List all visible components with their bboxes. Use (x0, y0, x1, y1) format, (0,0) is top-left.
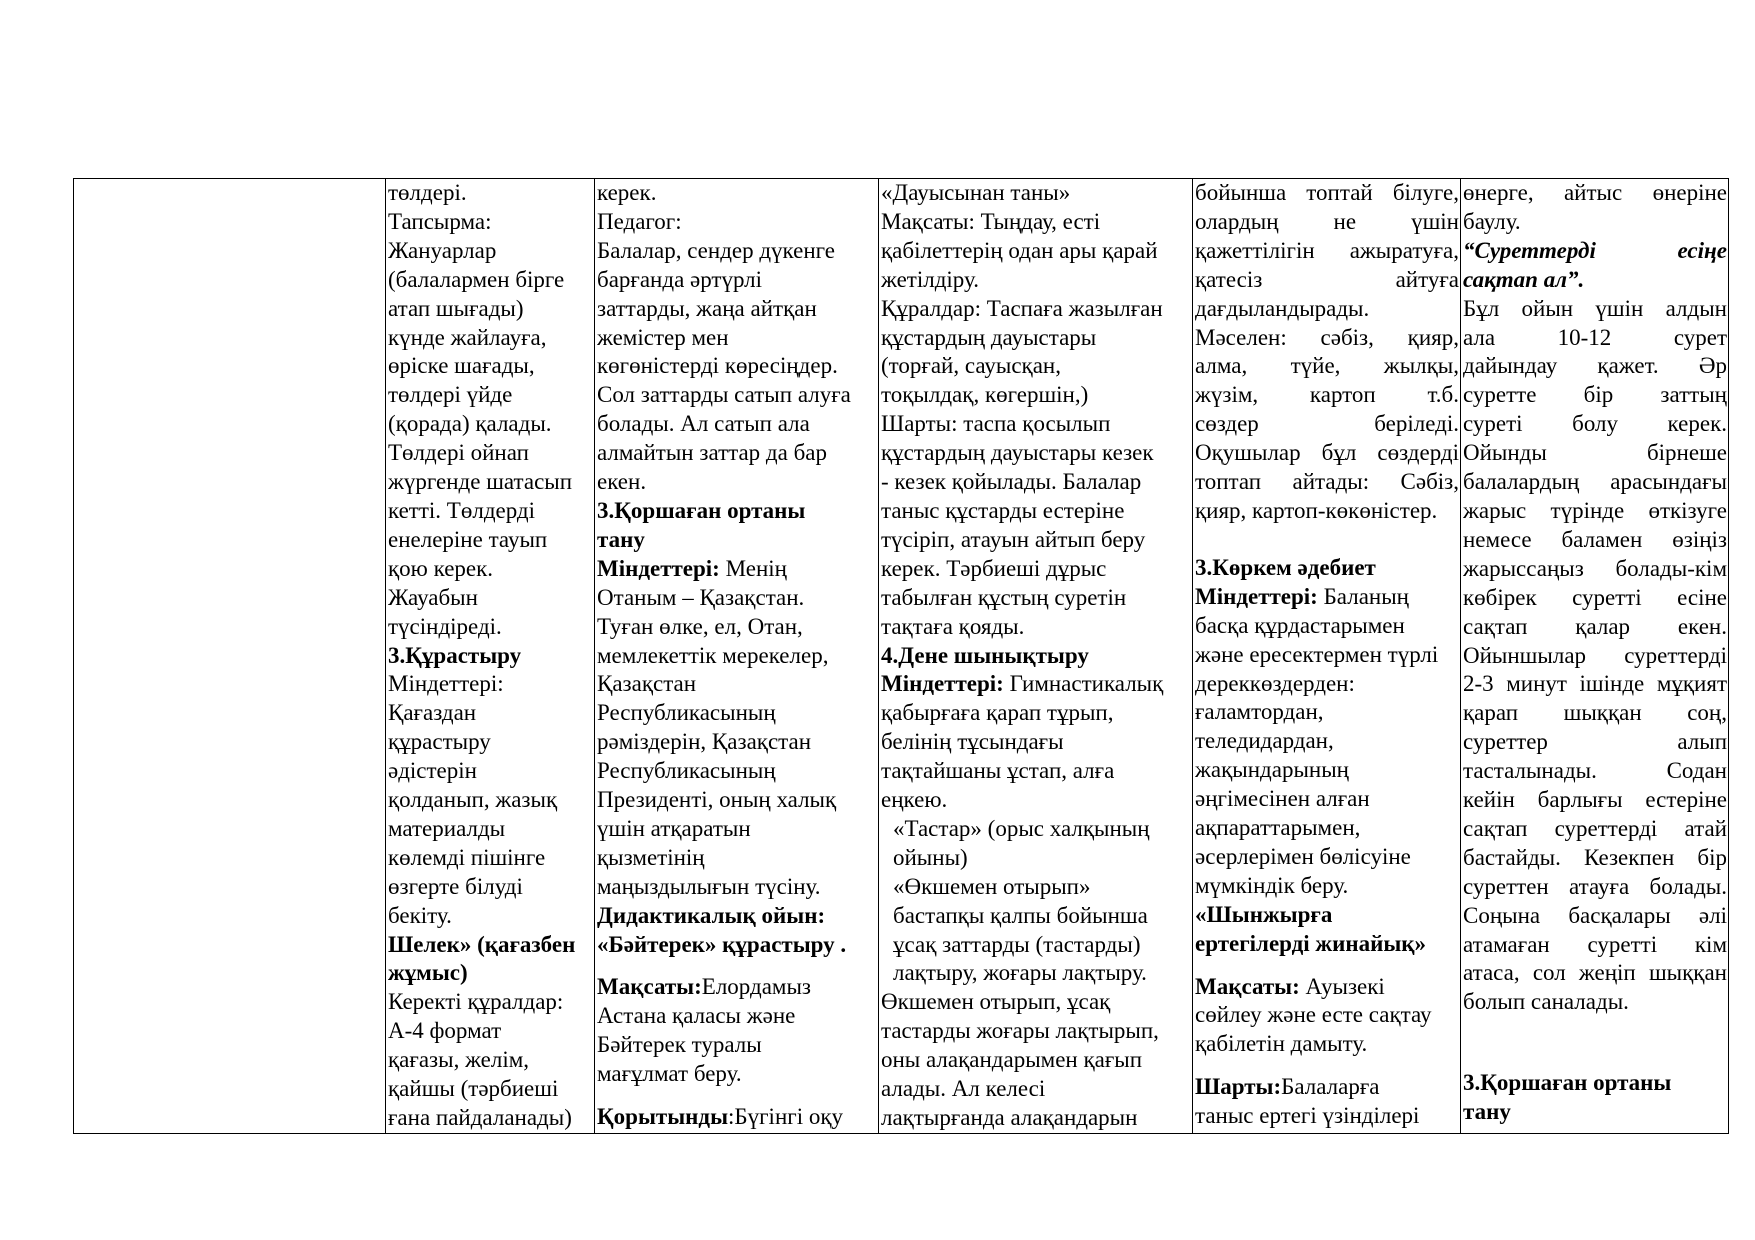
table-row (74, 179, 1729, 1134)
text-line: тақтайшаны ұстап, алға (881, 758, 1115, 784)
text-line: таныс құстарды естеріне (881, 497, 1125, 523)
text-line: атап шығады) (388, 295, 524, 321)
text-line: құстардың дауыстары кезек (881, 440, 1154, 466)
inline-text: Елордамыз (701, 974, 812, 1000)
text-line: көлемді пішінге (388, 844, 546, 870)
text-line: материалды (388, 815, 506, 841)
column-3-cell (595, 179, 879, 1134)
text-line: Тапсырма: (388, 208, 492, 234)
section-heading: 3.Құрастыру (388, 642, 522, 668)
text-line: ғана пайдаланады) (388, 1105, 572, 1130)
text-line: күнде жайлауға, (388, 324, 547, 350)
text-line (597, 973, 877, 1002)
text-line: енелеріне тауып (388, 526, 548, 552)
column-4-cell (879, 179, 1193, 1134)
text-line: құстардың дауыстары (881, 324, 1097, 350)
bold-label: Міндеттері: (1195, 583, 1318, 609)
text-line: қарап шыққан соң, (1463, 700, 1727, 726)
text-line: кетті. Төлдерді (388, 497, 536, 523)
text-line: алмайтын заттар да бар (597, 440, 827, 466)
text-line: Соңына басқалары әлі (1463, 902, 1727, 928)
activity-title: Шелек» (қағазбен (388, 931, 576, 957)
text-line: 2-3 минут ішінде мұқият (1463, 671, 1727, 697)
text-line: өріске шағады, (388, 353, 535, 379)
inline-text: Гимнастикалық (1003, 671, 1164, 697)
text-line: мағұлмат беру. (597, 1061, 742, 1087)
inline-text: Балаларға (1281, 1074, 1380, 1100)
text-line: суретте бір заттың (1463, 382, 1727, 408)
column-5-cell (1193, 179, 1461, 1134)
text-line: Қағаздан (388, 700, 477, 726)
text-line: өнерге, айтыс өнеріне (1463, 180, 1727, 205)
text-line: жүзім, картоп т.б. (1195, 382, 1459, 408)
bold-label: Мақсаты: (1195, 973, 1300, 999)
text-line: тоқылдақ, көгершін,) (881, 382, 1089, 408)
text-line: рәміздерін, Қазақстан (597, 729, 812, 755)
text-line: Отаным – Қазақстан. (597, 584, 805, 610)
text-line: Президенті, оның халық (597, 787, 837, 813)
text-line: оны алақандарымен қағып (881, 1047, 1143, 1073)
text-line: Шарты: таспа қосылып (881, 411, 1111, 437)
text-line: суреттен атауға болады. (1463, 873, 1727, 899)
text-line: сөздер беріледі. (1195, 411, 1459, 437)
text-line: Ойыншылар суреттерді (1463, 642, 1727, 668)
text-line: керек. (597, 180, 657, 205)
text-line: (балалармен бірге (388, 266, 565, 292)
text-line: «Өкшемен отырып» (893, 873, 1091, 899)
activity-title: Дидактикалық ойын: (597, 902, 826, 928)
text-line: тасталынады. Содан (1463, 758, 1727, 784)
text-line: қағазы, желім, (388, 1047, 530, 1073)
text-line: Бұл ойын үшін алдын (1463, 295, 1727, 321)
text-line: бастапқы қалпы бойынша (893, 902, 1148, 928)
section-heading: 4.Дене шынықтыру (881, 642, 1089, 668)
text-line: ғаламтордан, (1195, 699, 1324, 725)
activity-title: жұмыс) (388, 960, 468, 986)
text-line: - кезек қойылады. Балалар (881, 469, 1142, 495)
text-line: қайшы (тәрбиеші (388, 1076, 559, 1102)
text-line: немесе баламен өзіңіз (1463, 526, 1727, 552)
text-line: қияр, картоп-көкөністер. (1195, 497, 1438, 523)
text-line: барғанда әртүрлі (597, 266, 763, 292)
section-heading: 3.Көркем әдебиет (1195, 554, 1376, 580)
text-line: басқа құрдастарымен (1195, 612, 1405, 638)
text-line (597, 555, 877, 584)
text-line: болып саналады. (1463, 989, 1629, 1015)
text-line: (торғай, сауысқан, (881, 353, 1061, 379)
inline-text: :Бүгінгі оқу (728, 1104, 844, 1130)
bold-label: Міндеттері: (597, 555, 720, 581)
text-line: Сол заттарды сатып алуға (597, 382, 851, 408)
plan-table (73, 178, 1729, 1134)
bold-label: Мақсаты: (597, 974, 702, 1000)
text-line: және ересектермен түрлі (1195, 641, 1439, 667)
text-line: мүмкіндік беру. (1195, 872, 1349, 898)
activity-title: «Шынжырға (1195, 901, 1333, 927)
text-line: екен. (597, 469, 647, 495)
text-line: суреті болу керек. (1463, 411, 1727, 437)
text-line: жетілдіру. (881, 266, 979, 292)
text-line: құрастыру (388, 729, 491, 755)
text-line: Туған өлке, ел, Отан, (597, 613, 803, 639)
text-line: қою керек. (388, 555, 494, 581)
text-line: дайындау қажет. Әр (1463, 353, 1727, 379)
text-line: тастарды жоғары лақтырып, (881, 1018, 1159, 1044)
text-line: еңкею. (881, 787, 948, 813)
text-line: белінің тұсындағы (881, 729, 1064, 755)
section-heading: 3.Қоршаған ортаны (597, 497, 806, 523)
text-line: Педагог: (597, 208, 682, 234)
text-line: жүргенде шатасып (388, 469, 573, 495)
text-line: бастайды. Кезекпен бір (1463, 844, 1727, 870)
text-line: көгөністерді көресіңдер. (597, 353, 838, 379)
text-line: Республикасының (597, 758, 776, 784)
text-line: бекіту. (388, 902, 452, 928)
text-line: мемлекеттік мерекелер, (597, 642, 829, 668)
text-line: жақындарының (1195, 757, 1349, 783)
inline-text: Баланың (1317, 583, 1409, 609)
text-line: заттарды, жаңа айтқан (597, 295, 817, 321)
text-line: ойыны) (893, 844, 968, 870)
text-line: әсерлерімен бөлісуіне (1195, 843, 1411, 869)
text-line: сақтап қалар екен. (1463, 613, 1727, 639)
text-line: төлдері үйде (388, 382, 513, 408)
text-line: Мақсаты: Тыңдау, есті (881, 208, 1101, 234)
section-heading: тану (1463, 1099, 1511, 1125)
text-line (597, 1103, 877, 1130)
text-line: қабілеттерің одан ары қарай (881, 237, 1158, 263)
game-title: сақтап ал”. (1463, 266, 1585, 292)
text-line: атамаған суретті кім (1463, 931, 1727, 957)
text-line: әңгімесінен алған (1195, 786, 1370, 812)
text-line: түсіндіреді. (388, 613, 502, 639)
text-line: баулу. (1463, 208, 1521, 234)
text-line: А-4 формат (388, 1018, 502, 1044)
text-line: Оқушылар бұл сөздерді (1195, 440, 1459, 466)
text-line: қабілетін дамыту. (1195, 1031, 1368, 1057)
activity-title: «Бәйтерек» құрастыру . (597, 931, 847, 957)
text-line: «Дауысынан таны» (881, 180, 1071, 205)
bold-label: Міндеттері: (881, 671, 1004, 697)
text-line: қажеттілігін ажыратуға, (1195, 237, 1459, 263)
text-line: әдістерін (388, 758, 477, 784)
text-line: таныс ертегі үзінділері (1195, 1103, 1420, 1129)
text-line: Жауабын (388, 584, 478, 610)
column-6-cell (1461, 179, 1729, 1134)
text-line: керек. Тәрбиеші дұрыс (881, 555, 1107, 581)
text-line: өзгерте білуді (388, 873, 523, 899)
text-line: көбірек суретті есіне (1463, 584, 1727, 610)
text-line: лақтырғанда алақандарын (881, 1105, 1138, 1130)
text-line: «Тастар» (орыс халқының (893, 815, 1150, 841)
text-line: Балалар, сендер дүкенге (597, 237, 836, 263)
text-line: табылған құстың суретін (881, 584, 1127, 610)
text-line: алады. Ал келесі (881, 1076, 1046, 1102)
text-line: лақтыру, жоғары лақтыру. (893, 960, 1147, 986)
section-heading: тану (597, 526, 645, 552)
bold-label: Қорытынды (597, 1104, 729, 1130)
text-line: Міндеттері: (388, 671, 504, 697)
text-line: үшін атқаратын (597, 815, 751, 841)
bold-label: Шарты: (1195, 1074, 1282, 1100)
text-line: атаса, сол жеңіп шыққан (1463, 960, 1727, 986)
text-line: Мәселен: сәбіз, қияр, (1195, 324, 1459, 350)
text-line (881, 670, 1191, 699)
text-line: Жануарлар (388, 237, 497, 263)
empty-column-cell (74, 179, 386, 1134)
text-line: кейін барлығы естеріне (1463, 787, 1727, 813)
text-line: топтап айтады: Сәбіз, (1195, 469, 1459, 495)
text-line: Қазақстан (597, 671, 697, 697)
text-line: ақпараттарымен, (1195, 815, 1361, 841)
text-line: бойынша топтай білуге, (1195, 180, 1459, 205)
text-line: Астана қаласы және (597, 1003, 796, 1029)
text-line (1195, 583, 1459, 612)
text-line: Ойынды бірнеше (1463, 440, 1727, 466)
text-line: Құралдар: Таспаға жазылған (881, 295, 1163, 321)
text-line: суреттер алып (1463, 729, 1727, 755)
text-line: Төлдері ойнап (388, 440, 529, 466)
text-line: жарыс түрінде өткізуге (1463, 497, 1727, 523)
inline-text: Менің (719, 555, 787, 581)
text-line: маңыздылығын түсіну. (597, 873, 821, 899)
text-line: Керекті құралдар: (388, 989, 564, 1015)
text-line: қызметінің (597, 844, 705, 870)
text-line: Бәйтерек туралы (597, 1032, 762, 1058)
text-line: дағдыландырады. (1195, 295, 1370, 321)
text-line: алма, түйе, жылқы, (1195, 353, 1459, 379)
text-line: балалардың арасындағы (1463, 469, 1727, 495)
text-line: (қорада) қалады. (388, 411, 552, 437)
text-line: дереккөздерден: (1195, 670, 1355, 696)
text-line: Өкшемен отырып, ұсақ (881, 989, 1111, 1015)
text-line: қабырғаға қарап тұрып, (881, 700, 1114, 726)
text-line: Республикасының (597, 700, 776, 726)
text-line: төлдері. (388, 180, 467, 205)
text-line: болады. Ал сатып ала (597, 411, 810, 437)
section-heading: 3.Қоршаған ортаны (1463, 1070, 1672, 1096)
inline-text: Ауызекі (1299, 973, 1385, 999)
column-2-cell (386, 179, 595, 1134)
text-line: сақтап суреттерді атай (1463, 815, 1727, 841)
text-line (1195, 1073, 1459, 1102)
text-line: қатесіз айтуға (1195, 266, 1459, 292)
text-line: теледидардан, (1195, 728, 1334, 754)
text-line (1195, 973, 1459, 1002)
text-line: сөйлеу және есте сақтау (1195, 1002, 1432, 1028)
text-line: жарыссаңыз болады-кім (1463, 555, 1727, 581)
text-line: жемістер мен (597, 324, 729, 350)
text-line: ұсақ заттарды (тастарды) (893, 931, 1141, 957)
text-line: түсіріп, атауын айтып беру (881, 526, 1146, 552)
text-line: олардың не үшін (1195, 208, 1459, 234)
text-line: қолданып, жазық (388, 787, 558, 813)
text-line: тақтаға қояды. (881, 613, 1025, 639)
activity-title: ертегілерді жинайық» (1195, 930, 1427, 956)
game-title: “Суреттерді есіңе (1463, 237, 1727, 263)
text-line: ала 10-12 сурет (1463, 324, 1727, 350)
